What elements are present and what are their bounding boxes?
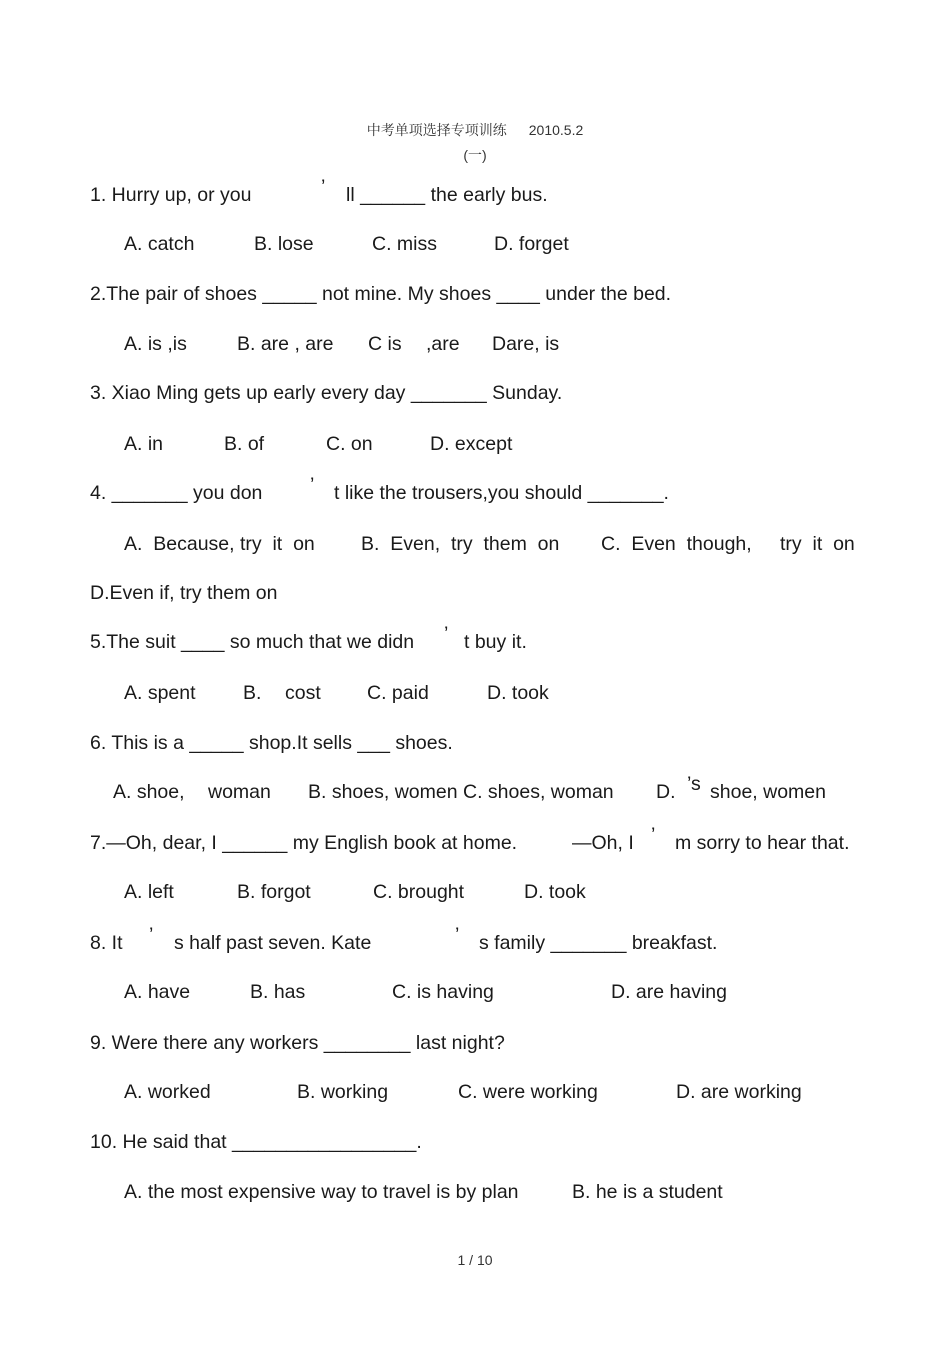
title-text: 中考单项选择专项训练 (366, 122, 507, 138)
option-d: D. except (430, 433, 513, 455)
option-a: A. spent (124, 682, 196, 704)
option-b-c: B. shoes, women C. shoes, woman (308, 781, 614, 803)
stem-part: t buy it. (464, 631, 527, 653)
option-b: B. forgot (237, 881, 311, 903)
stem-part: s family _______ breakfast. (479, 932, 718, 954)
option-a: A. the most expensive way to travel is by plan (124, 1181, 519, 1203)
option-c: C. miss (372, 233, 437, 255)
option-b: B. are , are (237, 333, 334, 355)
option-d: D. took (487, 682, 549, 704)
question-10-stem: 10. He said that _________________. (90, 1131, 422, 1153)
apostrophe: ’ (149, 924, 154, 946)
option-b: B. (243, 682, 262, 704)
option-d: D. are working (676, 1081, 802, 1103)
section-label: (一) (463, 147, 487, 163)
question-2-stem: 2.The pair of shoes _____ not mine. My shoes ____ under the bed. (90, 283, 672, 305)
question-9-stem: 9. Were there any workers ________ last night? (90, 1032, 505, 1054)
option-b: B. working (297, 1081, 389, 1103)
option-d-rest: shoe, women (710, 781, 826, 803)
option-b: B. lose (254, 233, 314, 255)
apostrophe: ’ (455, 924, 460, 946)
apostrophe-s: ’s (687, 773, 701, 795)
stem-part: 8. It (90, 932, 123, 954)
option-a: A. shoe, (113, 781, 185, 803)
option-b: B. has (250, 981, 306, 1003)
option-b: B. Even, try them on (361, 533, 560, 555)
option-b-rest: cost (285, 682, 321, 704)
option-c: C. paid (367, 682, 429, 704)
option-a: A. catch (124, 233, 195, 255)
option-d: D. took (524, 881, 586, 903)
apostrophe: ’ (310, 474, 315, 496)
option-c: C is (368, 333, 402, 355)
stem-part: 4. _______ you don (90, 482, 263, 504)
option-a-rest: woman (208, 781, 271, 803)
stem-part: m sorry to hear that. (675, 832, 850, 854)
stem-part: —Oh, I (572, 832, 634, 854)
option-a: A. have (124, 981, 191, 1003)
page-number: 1 / 10 (457, 1252, 493, 1268)
stem-part: s half past seven. Kate (174, 932, 372, 954)
question-6-stem: 6. This is a _____ shop.It sells ___ shoes. (90, 732, 453, 754)
question-3-stem: 3. Xiao Ming gets up early every day _______ Sunday. (90, 382, 563, 404)
option-b: B. he is a student (572, 1181, 723, 1203)
stem-part: ll ______ the early bus. (346, 184, 548, 206)
question-4-option-d: D.Even if, try them on (90, 582, 278, 604)
option-c: C. brought (373, 881, 465, 903)
stem-part: t like the trousers,you should _______. (334, 482, 669, 504)
option-a: A. Because, try it on (124, 533, 315, 555)
option-c: C. is having (392, 981, 494, 1003)
option-c: C. were working (458, 1081, 598, 1103)
option-d: D. are having (611, 981, 727, 1003)
worksheet-title (0, 120, 950, 140)
stem-part: 5.The suit ____ so much that we didn (90, 631, 415, 653)
apostrophe: ’ (444, 623, 449, 645)
option-d: Dare, is (492, 333, 560, 355)
option-b: B. of (224, 433, 265, 455)
apostrophe: ’ (651, 824, 656, 846)
title-date: 2010.5.2 (528, 122, 584, 138)
option-a: A. is ,is (124, 333, 187, 355)
option-d: D. (656, 781, 676, 803)
option-c-rest: try it on (780, 533, 855, 555)
apostrophe: ’ (321, 176, 326, 198)
option-a: A. in (124, 433, 164, 455)
stem-part: 7.—Oh, dear, I ______ my English book at home. (90, 832, 518, 854)
option-d: D. forget (494, 233, 569, 255)
option-a: A. left (124, 881, 174, 903)
option-c: C. Even though, (601, 533, 752, 555)
option-c: C. on (326, 433, 373, 455)
stem-part: 1. Hurry up, or you (90, 184, 252, 206)
option-a: A. worked (124, 1081, 211, 1103)
option-c-rest: ,are (426, 333, 460, 355)
